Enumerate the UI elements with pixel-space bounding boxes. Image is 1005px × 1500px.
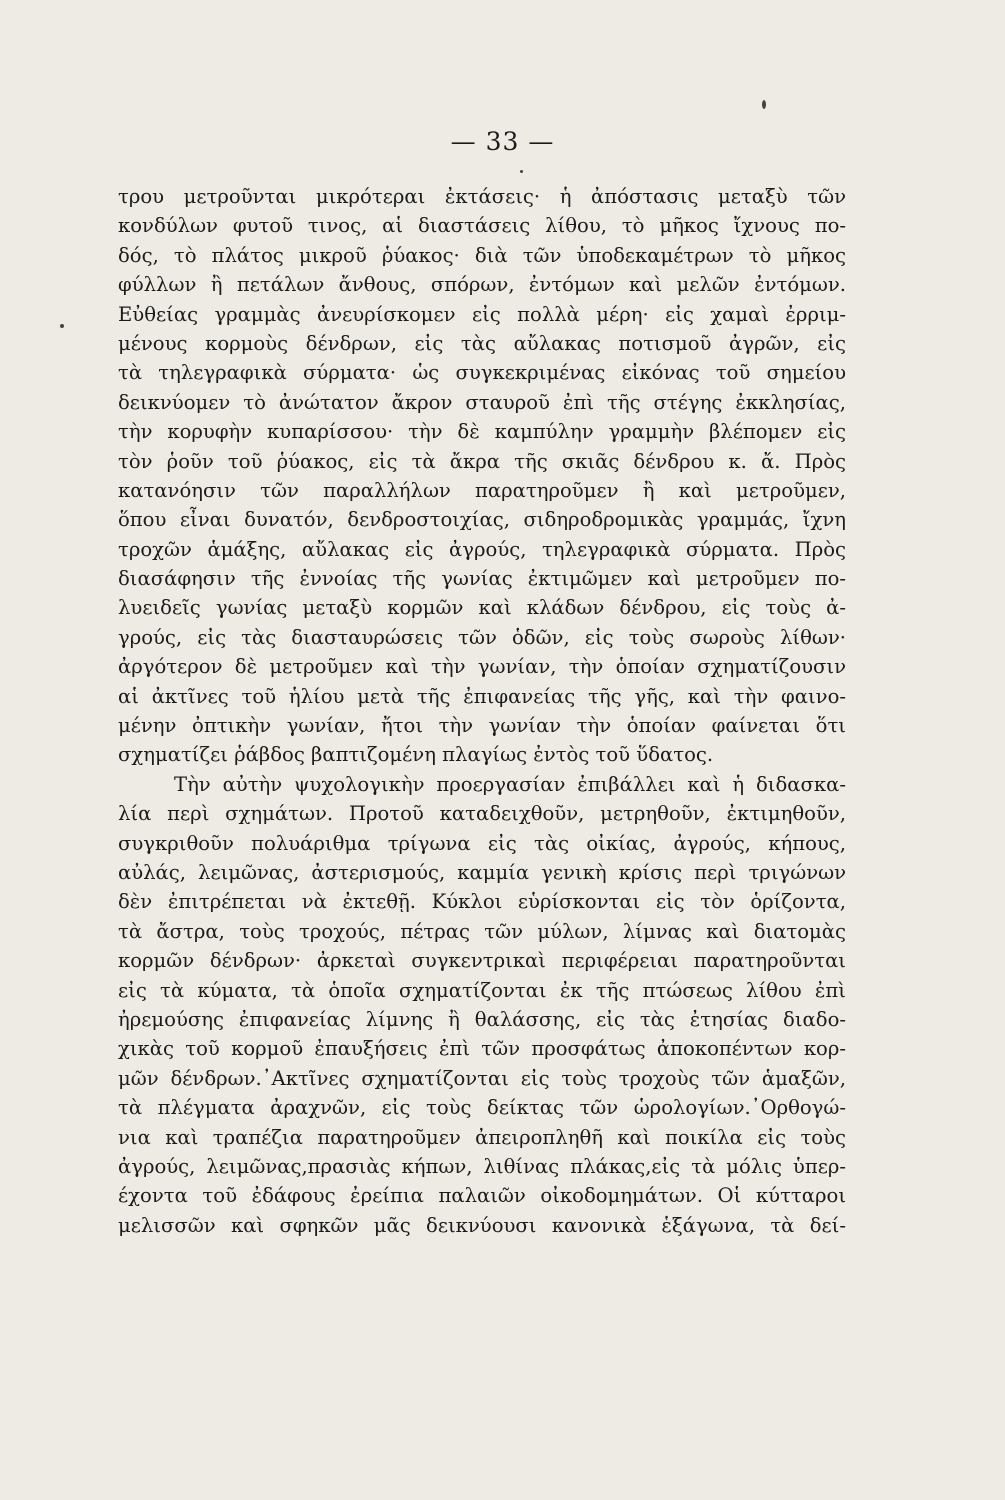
text-line: εἰς τὰ κύματα, τὰ ὁποῖα σχηματίζονται ἐκ τῆς πτώσεως λίθου ἐπὶ: [118, 978, 846, 1002]
text-line: γρούς, εἰς τὰς διασταυρώσεις τῶν ὁδῶν, εἰς τοὺς σωροὺς λίθων·: [118, 625, 846, 649]
text-line: τροχῶν ἁμάξης, αὔλακας εἰς ἀγρούς, τηλεγραφικὰ σύρματα. Πρὸς: [118, 537, 846, 561]
text-line: σχηματίζει ῥάβδος βαπτιζομένη πλαγίως ἐντὸς τοῦ ὕδατος.: [118, 743, 714, 767]
text-line: λία περὶ σχημάτων. Προτοῦ καταδειχθοῦν, μετρηθοῦν, ἐκτιμηθοῦν,: [118, 802, 846, 826]
text-line: τὰ τηλεγραφικὰ σύρματα· ὡς συγκεκριμένας εἰκόνας τοῦ σημείου: [118, 361, 846, 385]
text-line: κατανόησιν τῶν παραλλήλων παρατηροῦμεν ἢ καὶ μετροῦμεν,: [118, 478, 846, 502]
text-line: τὰ πλέγματα ἀραχνῶν, εἰς τοὺς δείκτας τῶν ὡρολογίων.᾿Ορθογώ-: [118, 1096, 846, 1120]
text-line: μελισσῶν καὶ σφηκῶν μᾶς δεικνύουσι κανονικὰ ἑξάγωνα, τὰ δεί-: [118, 1213, 846, 1237]
text-line: Εὐθείας γραμμὰς ἀνευρίσκομεν εἰς πολλὰ μέρη· εἰς χαμαὶ ἐρριμ-: [118, 302, 846, 326]
text-line: μένους κορμοὺς δένδρων, εἰς τὰς αὔλακας ποτισμοῦ ἀγρῶν, εἰς: [118, 331, 846, 355]
text-line: συγκριθοῦν πολυάριθμα τρίγωνα εἰς τὰς οἰκίας, ἀγρούς, κήπους,: [118, 831, 846, 855]
body-text: [118, 182, 846, 1240]
text-line: έχοντα τοῦ ἐδάφους ἐρείπια παλαιῶν οἰκοδομημάτων. Οἱ κύτταροι: [118, 1184, 846, 1208]
ink-speck: [762, 100, 766, 109]
text-line: τὴν κορυφὴν κυπαρίσσου· τὴν δὲ καμπύλην γραμμὴν βλέπομεν εἰς: [118, 420, 846, 444]
page-number: — 33 —: [450, 127, 555, 156]
ink-speck: [520, 170, 523, 173]
text-line: Τὴν αὐτὴν ψυχολογικὴν προεργασίαν ἐπιβάλλει καὶ ἡ διδασκα-: [174, 772, 846, 796]
text-line: ὅπου εἶναι δυνατόν, δενδροστοιχίας, σιδηροδρομικὰς γραμμάς, ἴχνη: [118, 508, 846, 532]
text-line: δεικνύομεν τὸ ἀνώτατον ἄκρον σταυροῦ ἐπὶ τῆς στέγης ἐκκλησίας,: [118, 390, 846, 414]
text-line: κορμῶν δένδρων· ἀρκεταὶ συγκεντρικαὶ περιφέρειαι παρατηροῦνται: [118, 949, 846, 973]
ink-speck: [60, 324, 64, 328]
text-line: μένην ὀπτικὴν γωνίαν, ἤτοι τὴν γωνίαν τὴν ὁποίαν φαίνεται ὅτι: [118, 714, 846, 738]
text-line: αὐλάς, λειμῶνας, ἀστερισμούς, καμμία γενικὴ κρίσις περὶ τριγώνων: [118, 860, 846, 884]
text-line: λυειδεῖς γωνίας μεταξὺ κορμῶν καὶ κλάδων δένδρου, εἰς τοὺς ἀ-: [118, 596, 846, 620]
text-line: τρου μετροῦνται μικρότεραι ἐκτάσεις· ἡ ἀπόστασις μεταξὺ τῶν: [118, 185, 846, 208]
text-line: διασάφησιν τῆς ἐννοίας τῆς γωνίας ἐκτιμῶμεν καὶ μετροῦμεν πο-: [118, 567, 846, 591]
text-line: δὲν ἐπιτρέπεται νὰ ἐκτεθῇ. Κύκλοι εὑρίσκονται εἰς τὸν ὁρίζοντα,: [118, 890, 846, 914]
text-line: τὰ ἄστρα, τοὺς τροχούς, πέτρας τῶν μύλων, λίμνας καὶ διατομὰς: [118, 919, 846, 943]
text-line: νια καὶ τραπέζια παρατηροῦμεν ἀπειροπληθῆ καὶ ποικίλα εἰς τοὺς: [118, 1125, 846, 1149]
text-line: ἠρεμούσης ἐπιφανείας λίμνης ἢ θαλάσσης, εἰς τὰς ἐτησίας διαδο-: [118, 1007, 846, 1031]
text-line: αἱ ἀκτῖνες τοῦ ἡλίου μετὰ τῆς ἐπιφανείας τῆς γῆς, καὶ τὴν φαινο-: [118, 684, 846, 708]
text-line: δός, τὸ πλάτος μικροῦ ῥύακος· διὰ τῶν ὑποδεκαμέτρων τὸ μῆκος: [118, 243, 846, 267]
text-line: φύλλων ἢ πετάλων ἄνθους, σπόρων, ἐντόμων καὶ μελῶν ἐντόμων.: [118, 273, 846, 297]
text-line: χικὰς τοῦ κορμοῦ ἐπαυξήσεις ἐπὶ τῶν προσφάτως ἀποκοπέντων κορ-: [118, 1037, 846, 1061]
text-line: μῶν δένδρων.᾿Ακτῖνες σχηματίζονται εἰς τοὺς τροχοὺς τῶν ἁμαξῶν,: [118, 1066, 846, 1090]
text-line: ἀγρούς, λειμῶνας,πρασιὰς κήπων, λιθίνας πλάκας,εἰς τὰ μόλις ὑπερ-: [118, 1154, 846, 1178]
text-line: τὸν ῥοῦν τοῦ ῥύακος, εἰς τὰ ἄκρα τῆς σκιᾶς δένδρου κ. ἄ. Πρὸς: [118, 449, 846, 473]
text-line: ἀργότερον δὲ μετροῦμεν καὶ τὴν γωνίαν, τὴν ὁποίαν σχηματίζουσιν: [118, 655, 846, 679]
text-line: κονδύλων φυτοῦ τινος, αἱ διαστάσεις λίθου, τὸ μῆκος ἴχνους πο-: [118, 214, 846, 238]
